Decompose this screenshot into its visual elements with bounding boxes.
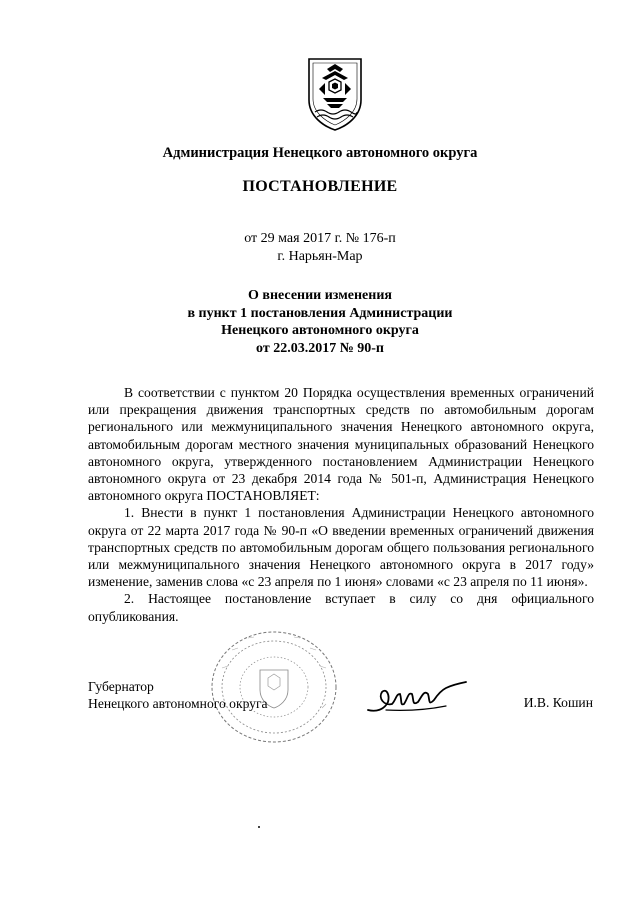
subject-line: Ненецкого автономного округа <box>221 323 419 339</box>
document-subject <box>0 287 640 357</box>
date-and-number: от 29 мая 2017 г. № 176-п <box>244 231 396 246</box>
signatory-position-line: Ненецкого автономного округа <box>88 696 268 712</box>
page-mark <box>258 826 260 828</box>
signatory-name: И.В. Кошин <box>523 695 593 710</box>
preamble-paragraph: В соответствии с пунктом 20 Порядка осуществления временных ограничений или прекращения движения транспортных средств по автомобильным дорогам регионального или межмуниципального значения Ненецкого автономного округа, автомобильным дорогам местного значения муниципальных образований Ненецкого автономного округа, утвержденного постановлением Администрации Ненецкого автономного округа от 23 декабря 2014 года № 501-п, Администрация Ненецкого автономного округа ПОСТАНОВЛЯЕТ: <box>88 385 594 504</box>
handwritten-signature-icon <box>366 680 474 716</box>
signatory-position <box>88 678 268 712</box>
item-1-paragraph: 1. Внести в пункт 1 постановления Администрации Ненецкого автономного округа от 22 марта 2017 года № 90-п «О введении временных ограничений движения транспортных средств по автомобильным дорогам общего пользования регионального или межмуниципального значения Ненецкого автономного округа в 2017 году» изменение, заменив слова «с 23 апреля по 1 июня» словами «с 23 апреля по 11 июня». <box>88 505 594 590</box>
document-type-title: ПОСТАНОВЛЕНИЕ <box>242 178 398 195</box>
subject-line: в пункт 1 постановления Администрации <box>187 305 453 321</box>
subject-line: от 22.03.2017 № 90-п <box>256 340 384 356</box>
city-name: г. Нарьян-Мар <box>277 249 363 264</box>
organization-title: Администрация Ненецкого автономного округа <box>162 145 478 161</box>
document-body <box>88 384 594 625</box>
signatory-position-line: Губернатор <box>88 679 154 694</box>
item-2-paragraph: 2. Настоящее постановление вступает в силу со дня официального опубликования. <box>88 591 594 624</box>
coat-of-arms-icon <box>305 56 365 132</box>
subject-line: О внесении изменения <box>248 288 392 303</box>
